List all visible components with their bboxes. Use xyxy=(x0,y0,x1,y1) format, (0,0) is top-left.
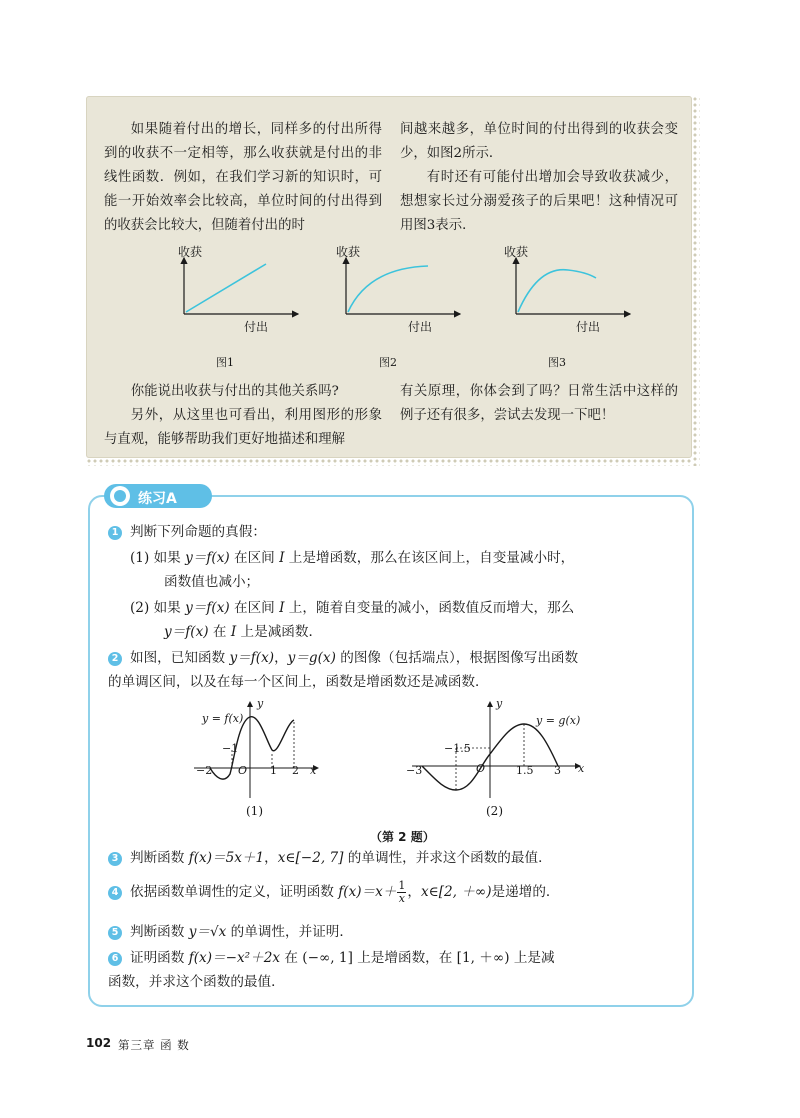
text-run: 依据函数单调性的定义，证明函数 xyxy=(130,884,339,900)
item-number-5: 5 xyxy=(108,926,122,940)
graph-3 xyxy=(498,246,638,341)
text-run: 上是增函数，那么在该区间上，自变量减小时， xyxy=(284,550,575,566)
item-1-text: 判断下列命题的真假： xyxy=(130,524,266,540)
graph-2-xlabel: 付出 xyxy=(408,320,433,334)
figure-title: （第 2 题） xyxy=(370,830,435,844)
figure-g-tick: 3 xyxy=(554,764,561,777)
math-run: I xyxy=(279,600,285,616)
graph-1 xyxy=(166,246,306,341)
figure-f-label: y = f(x) xyxy=(202,712,244,725)
figure-g-label: y = g(x) xyxy=(536,714,581,727)
figure-g-tick: 1.5 xyxy=(516,764,534,777)
text-run: ， xyxy=(264,850,278,866)
text-run: 在 xyxy=(208,624,231,640)
text-run: (2) 如果 xyxy=(130,600,186,616)
math-run: f(x)＝x＋ xyxy=(338,884,397,900)
graph-3-caption: 图3 xyxy=(548,356,566,369)
text-run: 如图，已知函数 xyxy=(130,650,230,666)
figure-f-tick: −2 xyxy=(196,764,213,777)
reading-paragraph-1: 如果随着付出的增长，同样多的付出所得到的收获不一定相等，那么收获就是付出的非线性函数．例如，在我们学习新的知识时，可能一开始效率会比较高，单位时间的付出得到的收获会比较大，但随着付出的时 xyxy=(104,122,382,233)
figure-f-x-label: x xyxy=(310,764,317,777)
text-run: ， xyxy=(274,650,288,666)
figure-g-origin: O xyxy=(476,762,486,775)
item-number-4: 4 xyxy=(108,886,122,900)
graph-3-curve xyxy=(518,270,596,312)
figure-g-y-label: y xyxy=(496,697,503,710)
fraction xyxy=(397,880,406,905)
figure-f-y-label: y xyxy=(257,697,264,710)
figure-f-tick: 2 xyxy=(292,764,299,777)
reading-bottom-right xyxy=(400,380,678,428)
text-run: 在 (−∞, 1] 上是增函数，在 [1, ＋∞) 上是减 xyxy=(280,950,555,966)
item-number-1: 1 xyxy=(108,526,122,540)
exercise-item-6 xyxy=(108,946,555,970)
reading-paragraph-1-continued: 间越来越多，单位时间的付出得到的收获会变少，如图2所示． xyxy=(400,122,678,161)
dotted-border-bottom xyxy=(86,458,692,466)
text-run: 在区间 xyxy=(229,550,280,566)
text-run: 的单调性，并求这个函数的最值． xyxy=(343,850,552,866)
graph-1-curve xyxy=(186,264,266,312)
figure-g-x-label: x xyxy=(578,762,585,775)
text-run: 是递增的． xyxy=(491,884,560,900)
exercise-tab-icon xyxy=(110,486,130,506)
figure-f-tick: −1 xyxy=(222,742,239,755)
reading-paragraph-3-continued: 有关原理，你体会到了吗？日常生活中这样的例子还有很多，尝试去发现一下吧！ xyxy=(400,384,678,423)
figure-f-tick: 1 xyxy=(270,764,277,777)
item-2-cont: 的单调区间，以及在每一个区间上，函数是增函数还是减函数． xyxy=(108,674,489,690)
figure-f-origin: O xyxy=(238,764,248,777)
page-number: 102 xyxy=(86,1036,112,1050)
reading-bottom-left xyxy=(104,380,382,452)
math-run: x∈[−2, 7] xyxy=(277,850,344,866)
graph-3-xlabel: 付出 xyxy=(576,320,601,334)
text-run: 上，随着自变量的减小，函数值反而增大，那么 xyxy=(284,600,575,616)
item-1-sub-2-cont xyxy=(164,620,322,644)
exercise-item-3 xyxy=(108,846,552,870)
chapter-title: 第三章 函 数 xyxy=(118,1038,190,1052)
text-run: 在区间 xyxy=(229,600,280,616)
graph-2-curve xyxy=(348,266,428,312)
exercise-item-4 xyxy=(108,880,560,905)
graph-1-ylabel: 收获 xyxy=(178,245,203,259)
math-run: y＝f(x) xyxy=(164,624,209,640)
text-run: 判断函数 xyxy=(130,924,189,940)
item-1-sub-2 xyxy=(130,596,574,620)
math-run: x∈[2, ＋∞) xyxy=(421,884,492,900)
text-run: (1) 如果 xyxy=(130,550,186,566)
figure-g-tick: −1.5 xyxy=(444,742,471,755)
reading-question: 你能说出收获与付出的其他关系吗? xyxy=(130,384,339,399)
text-run: 的单调性，并证明． xyxy=(226,924,353,940)
text-run: ， xyxy=(407,884,421,900)
exercise-item-2 xyxy=(108,646,678,670)
item-number-3: 3 xyxy=(108,852,122,866)
graph-1-xlabel: 付出 xyxy=(244,320,269,334)
item-6-cont: 函数，并求这个函数的最值． xyxy=(108,974,285,990)
math-run: I xyxy=(230,624,237,640)
fraction-numerator: 1 xyxy=(398,879,406,892)
text-run: 上是减函数． xyxy=(236,624,323,640)
math-run: f(x)＝−x²＋2x xyxy=(188,950,281,966)
graph-1-caption: 图1 xyxy=(216,356,234,369)
reading-left-column xyxy=(104,118,382,238)
graph-2-caption: 图2 xyxy=(379,356,397,369)
math-run: I xyxy=(279,550,285,566)
figure-g-caption: (2) xyxy=(486,804,503,818)
item-number-6: 6 xyxy=(108,952,122,966)
exercise-title: 练习A xyxy=(138,491,177,507)
reading-box xyxy=(86,96,692,458)
graph-3-ylabel: 收获 xyxy=(504,245,529,259)
math-run: y＝f(x) xyxy=(185,550,230,566)
dotted-border-right xyxy=(692,96,700,466)
exercise-item-1 xyxy=(108,520,266,544)
fraction-denominator: x xyxy=(398,892,406,905)
text-run: 判断函数 xyxy=(130,850,189,866)
item-1-sub-1 xyxy=(130,546,574,570)
reading-paragraph-2: 有时还有可能付出增加会导致收获减少，想想家长过分溺爱孩子的后果吧！这种情况可用图3表示． xyxy=(400,170,678,233)
text-run: 证明函数 xyxy=(130,950,189,966)
math-run: f(x)＝5x＋1 xyxy=(188,850,265,866)
reading-right-column xyxy=(400,118,678,238)
graph-2-ylabel: 收获 xyxy=(336,245,361,259)
math-run: y＝√x xyxy=(188,924,227,940)
item-1-sub-1-cont: 函数值也减小； xyxy=(164,574,260,590)
exercise-item-5 xyxy=(108,920,353,944)
reading-paragraph-3: 另外，从这里也可看出，利用图形的形象与直观，能够帮助我们更好地描述和理解 xyxy=(104,408,382,447)
math-run: y＝f(x) xyxy=(185,600,230,616)
graph-2 xyxy=(328,246,468,341)
math-run: y＝g(x) xyxy=(287,650,336,666)
text-run: 的图像（包括端点），根据图像写出函数 xyxy=(335,650,579,666)
figure-f-caption: (1) xyxy=(246,804,263,818)
math-run: y＝f(x) xyxy=(229,650,275,666)
figure-g-tick: −3 xyxy=(406,764,423,777)
item-number-2: 2 xyxy=(108,652,122,666)
